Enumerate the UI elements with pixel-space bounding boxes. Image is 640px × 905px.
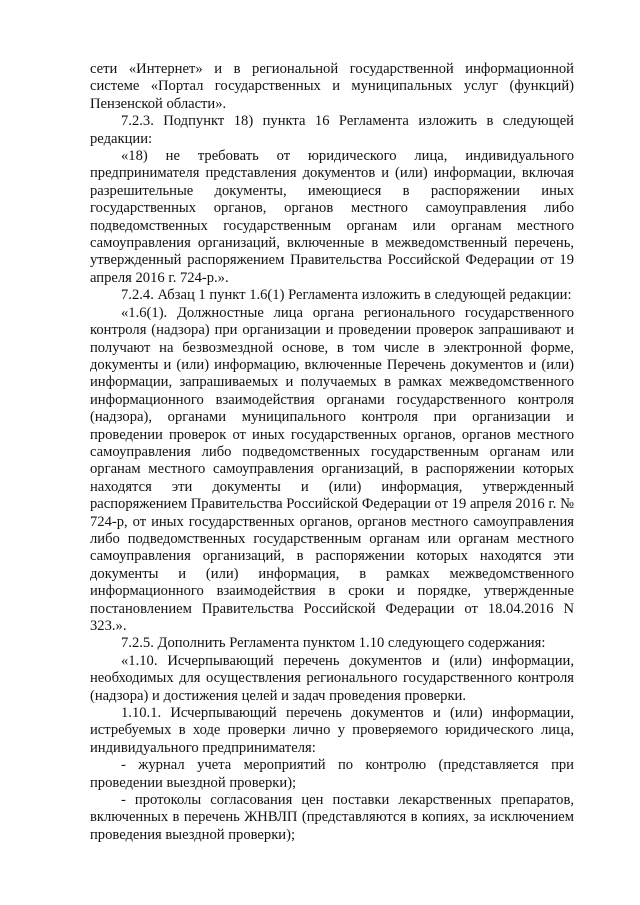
paragraph-item-18: «18) не требовать от юридического лица, индивидуального предпринимателя представления документов и (или) информации, включая разрешительные документы, имеющиеся в распоряжении иных государственных органов, органов местного самоуправления либо подведомственных государственным органам или органам местного самоуправления организаций, включенные в межведомственный перечень, утвержденный распоряжением Правительства Российской Федерации от 19 апреля 2016 г. 724-р.». [90,148,574,286]
list-item-journal: - журнал учета мероприятий по контролю (представляется при проведении выездной проверки); [90,757,574,791]
list-item-protocols: - протоколы согласования цен поставки лекарственных препаратов, включенных в перечень ЖНВЛП (представляются в копиях, за исключением проведения выездной проверки); [90,792,574,843]
paragraph-1-6-1: «1.6(1). Должностные лица органа регионального государственного контроля (надзора) при организации и проведении проверок запрашивают и получают на безвозмездной основе, в том числе в электронной форме, документы и (или) информацию, включенные Перечень документов и (или) информации, запрашиваемых и получаемых в рамках межведомственного информационного взаимодействия органами государственного контроля (надзора), органами муниципального контроля при организации и проведении проверок от иных государственных органов, органов местного самоуправления либо подведомственных государственным органам или органам местного самоуправления организаций, в распоряжении которых находятся эти документы и (или) информация, утвержденный распоряжением Правительства Российской Федерации от 19 апреля 2016 г. № 724-р, от иных государственных органов, органов местного самоуправления либо подведомственных государственным органам или органам местного самоуправления организаций, в распоряжении которых находятся эти документы и (или) информация, в рамках межведомственного информационного взаимодействия в сроки и порядке, утвержденные постановлением Правительства Российской Федерации от 18.04.2016 N 323.». [90,304,574,634]
paragraph-7-2-5: 7.2.5. Дополнить Регламента пунктом 1.10 следующего содержания: [121,635,546,652]
paragraph-7-2-4: 7.2.4. Абзац 1 пункт 1.6(1) Регламента изложить в следующей редакции: [121,287,572,304]
paragraph-7-2-3: 7.2.3. Подпункт 18) пункта 16 Регламента изложить в следующей редакции: [90,113,574,147]
paragraph-1-10: «1.10. Исчерпывающий перечень документов и (или) информации, необходимых для осуществления регионального государственного контроля (надзора) и достижения целей и задач проведения проверки. [90,652,574,704]
document-page [90,61,574,844]
paragraph-1-10-1: 1.10.1. Исчерпывающий перечень документов и (или) информации, истребуемых в ходе проверки лично у проверяемого юридического лица, индивидуального предпринимателя: [90,705,574,756]
paragraph-intro-continuation: сети «Интернет» и в региональной государственной информационной системе «Портал государственных и муниципальных услуг (функций) Пензенской области». [90,61,574,112]
